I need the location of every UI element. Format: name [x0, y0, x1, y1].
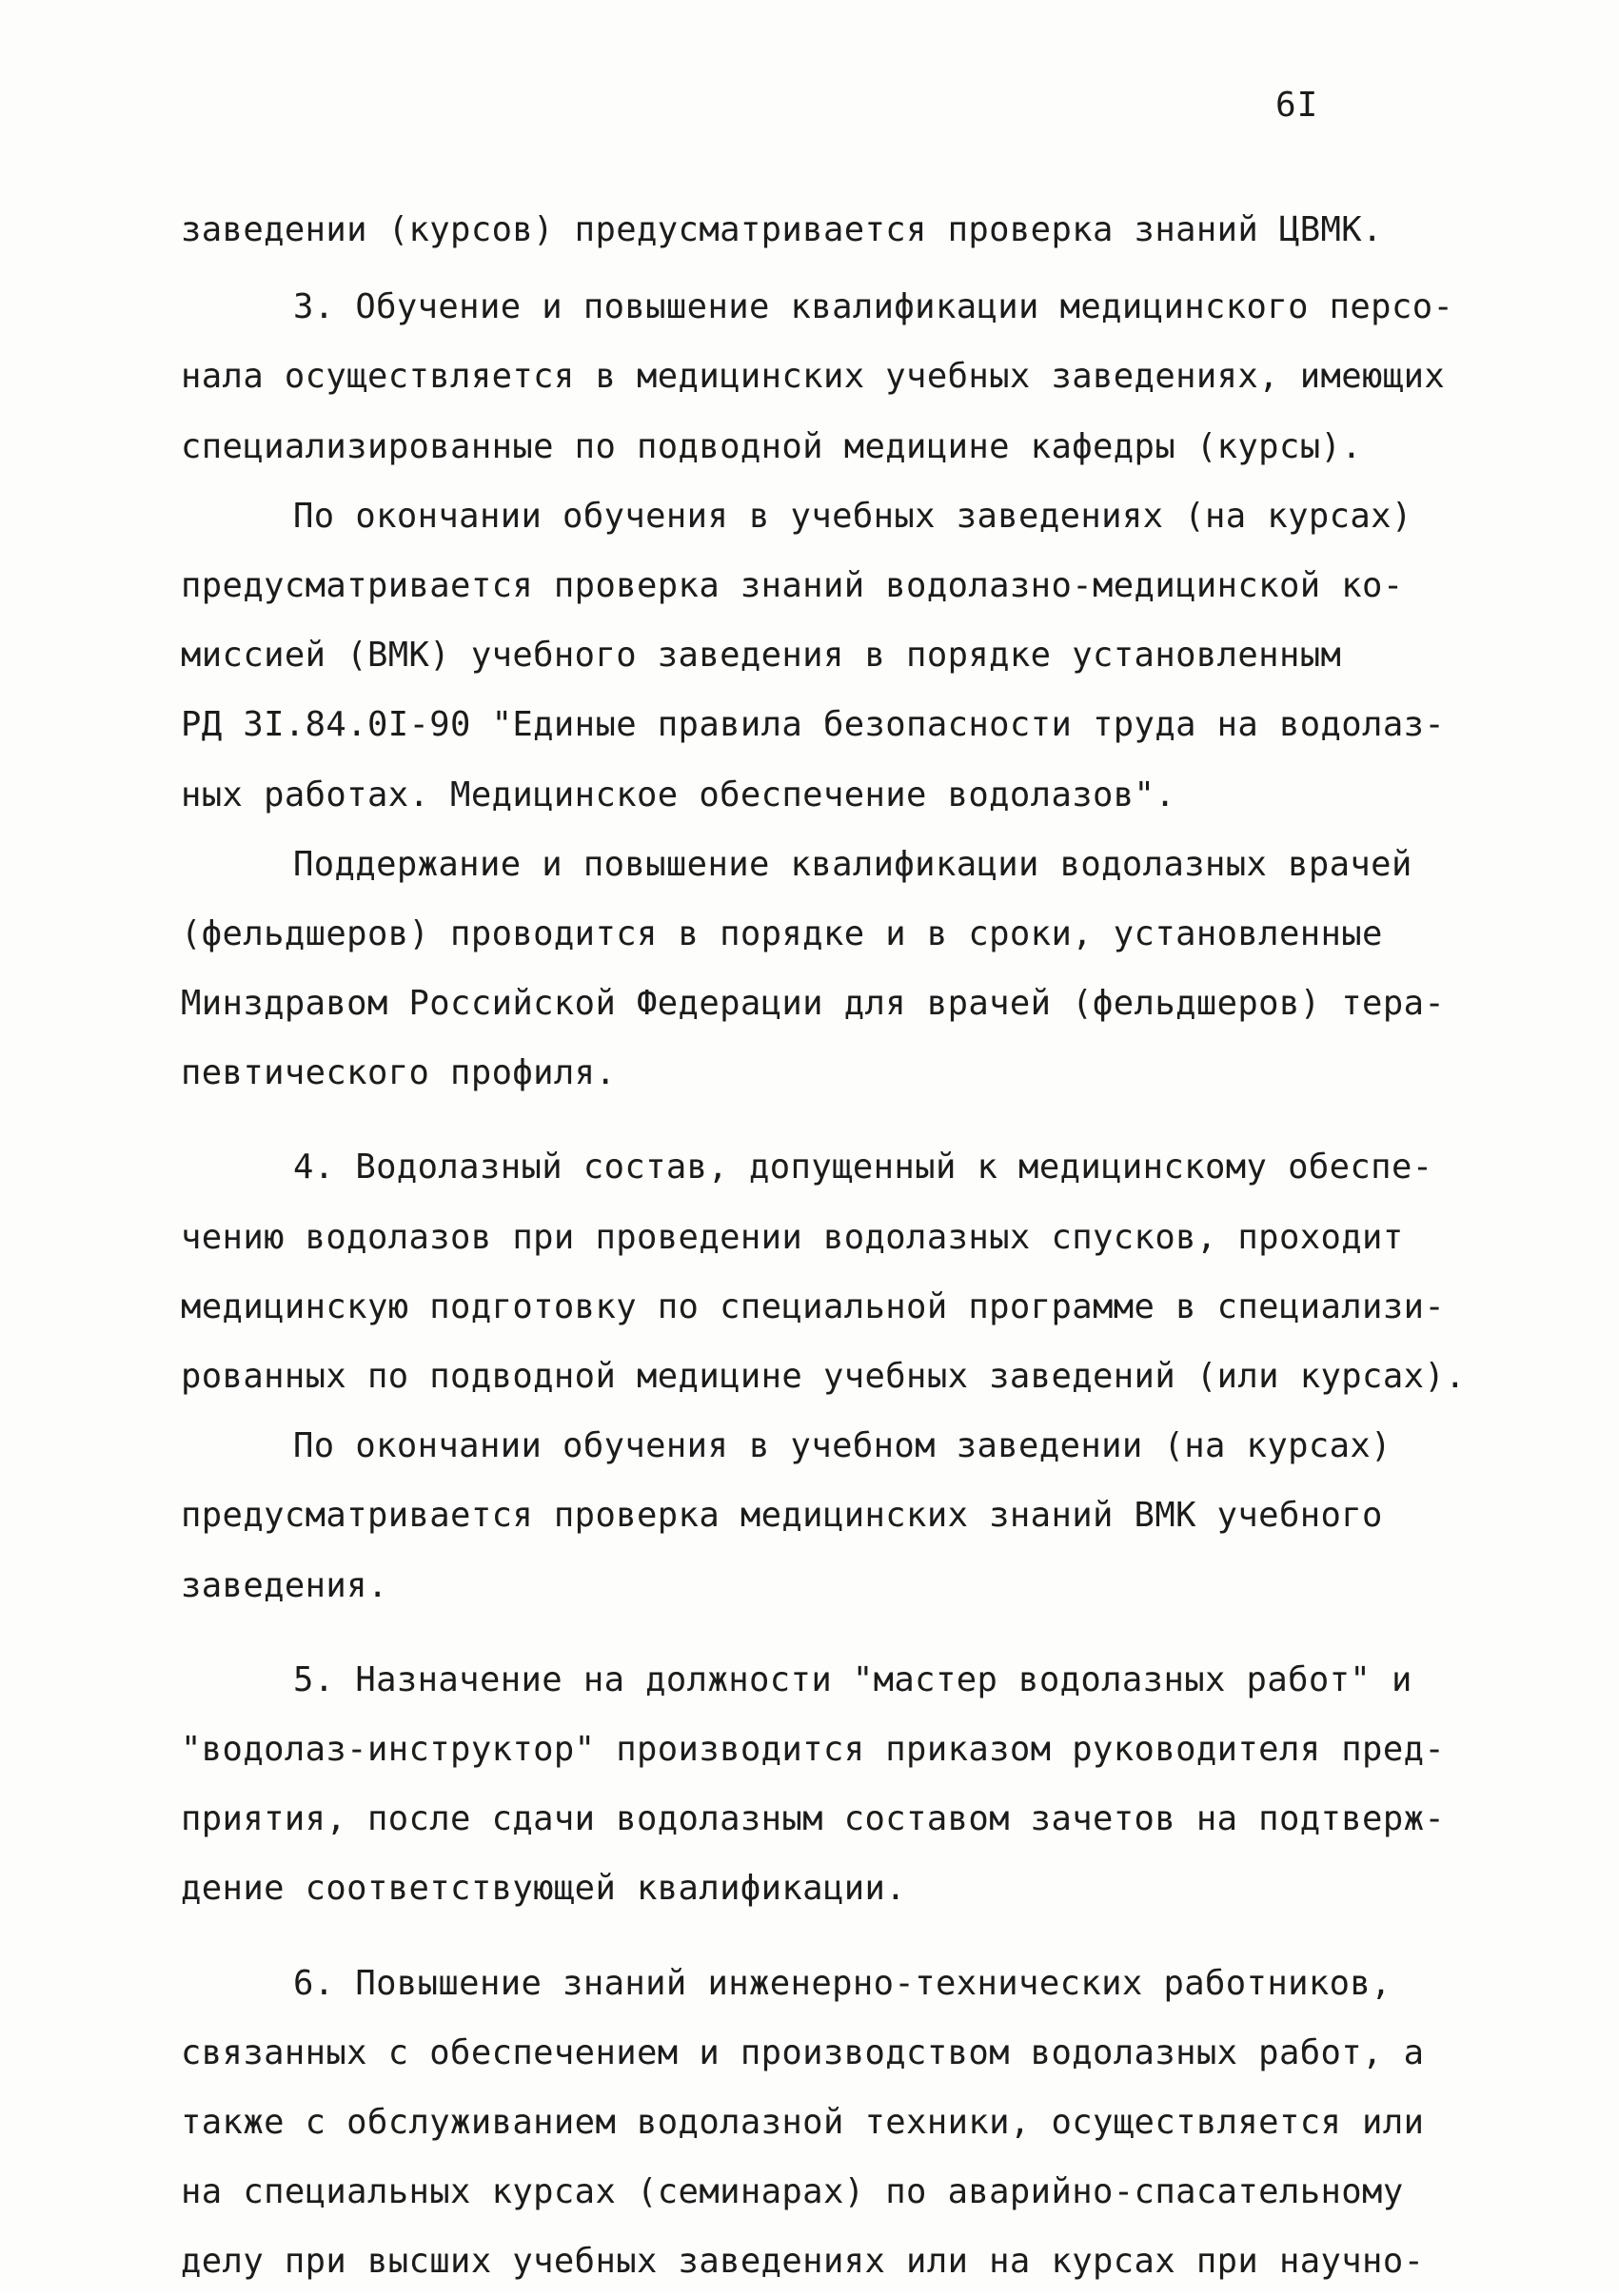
text-line: рованных по подводной медицине учебных заведений (или курсах).: [181, 1357, 1466, 1396]
paragraph-first-line: Поддержание и повышение квалификации водолазных врачей: [293, 844, 1412, 884]
text-line: предусматривается проверка знаний водолазно-медицинской ко-: [181, 565, 1404, 605]
text-line: чению водолазов при проведении водолазных спусков, проходит: [181, 1217, 1404, 1257]
paragraph-6-first-line: 6. Повышение знаний инженерно-технических работников,: [293, 1963, 1392, 2003]
text-line: миссией (ВМК) учебного заведения в порядке установленным: [181, 636, 1342, 676]
page-number: 6I: [1275, 86, 1319, 125]
text-line: нала осуществляется в медицинских учебных заведениях, имеющих: [181, 357, 1446, 397]
text-line: предусматривается проверка медицинских знаний ВМК учебного: [181, 1496, 1383, 1536]
text-line: делу при высших учебных заведениях или на курсах при научно-: [181, 2242, 1425, 2282]
paragraph-3-first-line: 3. Обучение и повышение квалификации медицинского персо-: [293, 287, 1454, 327]
paragraph-5-first-line: 5. Назначение на должности "мастер водолазных работ" и: [293, 1659, 1412, 1699]
text-line: медицинскую подготовку по специальной программе в специализи-: [181, 1286, 1446, 1326]
text-line: "водолаз-инструктор" производится приказом руководителя пред-: [181, 1729, 1446, 1769]
body-text: [181, 195, 1475, 2296]
text-line: РД 3I.84.0I-90 "Единые правила безопасности труда на водолаз-: [181, 705, 1446, 745]
text-line: (фельдшеров) проводится в порядке и в сроки, установленные: [181, 913, 1383, 953]
text-line: ных работах. Медицинское обеспечение водолазов".: [181, 775, 1176, 814]
paragraph-4-first-line: 4. Водолазный состав, допущенный к медицинскому обеспе-: [293, 1148, 1433, 1187]
paragraph-first-line: По окончании обучения в учебном заведении (на курсах): [293, 1426, 1392, 1466]
paragraph-first-line: По окончании обучения в учебных заведениях (на курсах): [293, 496, 1412, 536]
text-line: специализированные по подводной медицине кафедры (курсы).: [181, 426, 1363, 466]
text-line: также с обслуживанием водолазной техники, осуществляется или: [181, 2102, 1425, 2142]
text-line: заведении (курсов) предусматривается проверка знаний ЦВМК.: [181, 210, 1383, 249]
text-line: Минздравом Российской Федерации для врачей (фельдшеров) тера-: [181, 984, 1446, 1024]
text-line: приятия, после сдачи водолазным составом зачетов на подтверж-: [181, 1799, 1446, 1839]
text-line: дение соответствующей квалификации.: [181, 1869, 907, 1909]
text-line: певтического профиля.: [181, 1053, 617, 1093]
text-line: на специальных курсах (семинарах) по аварийно-спасательному: [181, 2172, 1404, 2212]
text-line: заведения.: [181, 1565, 388, 1605]
text-line: связанных с обеспечением и производством водолазных работ, а: [181, 2032, 1425, 2072]
